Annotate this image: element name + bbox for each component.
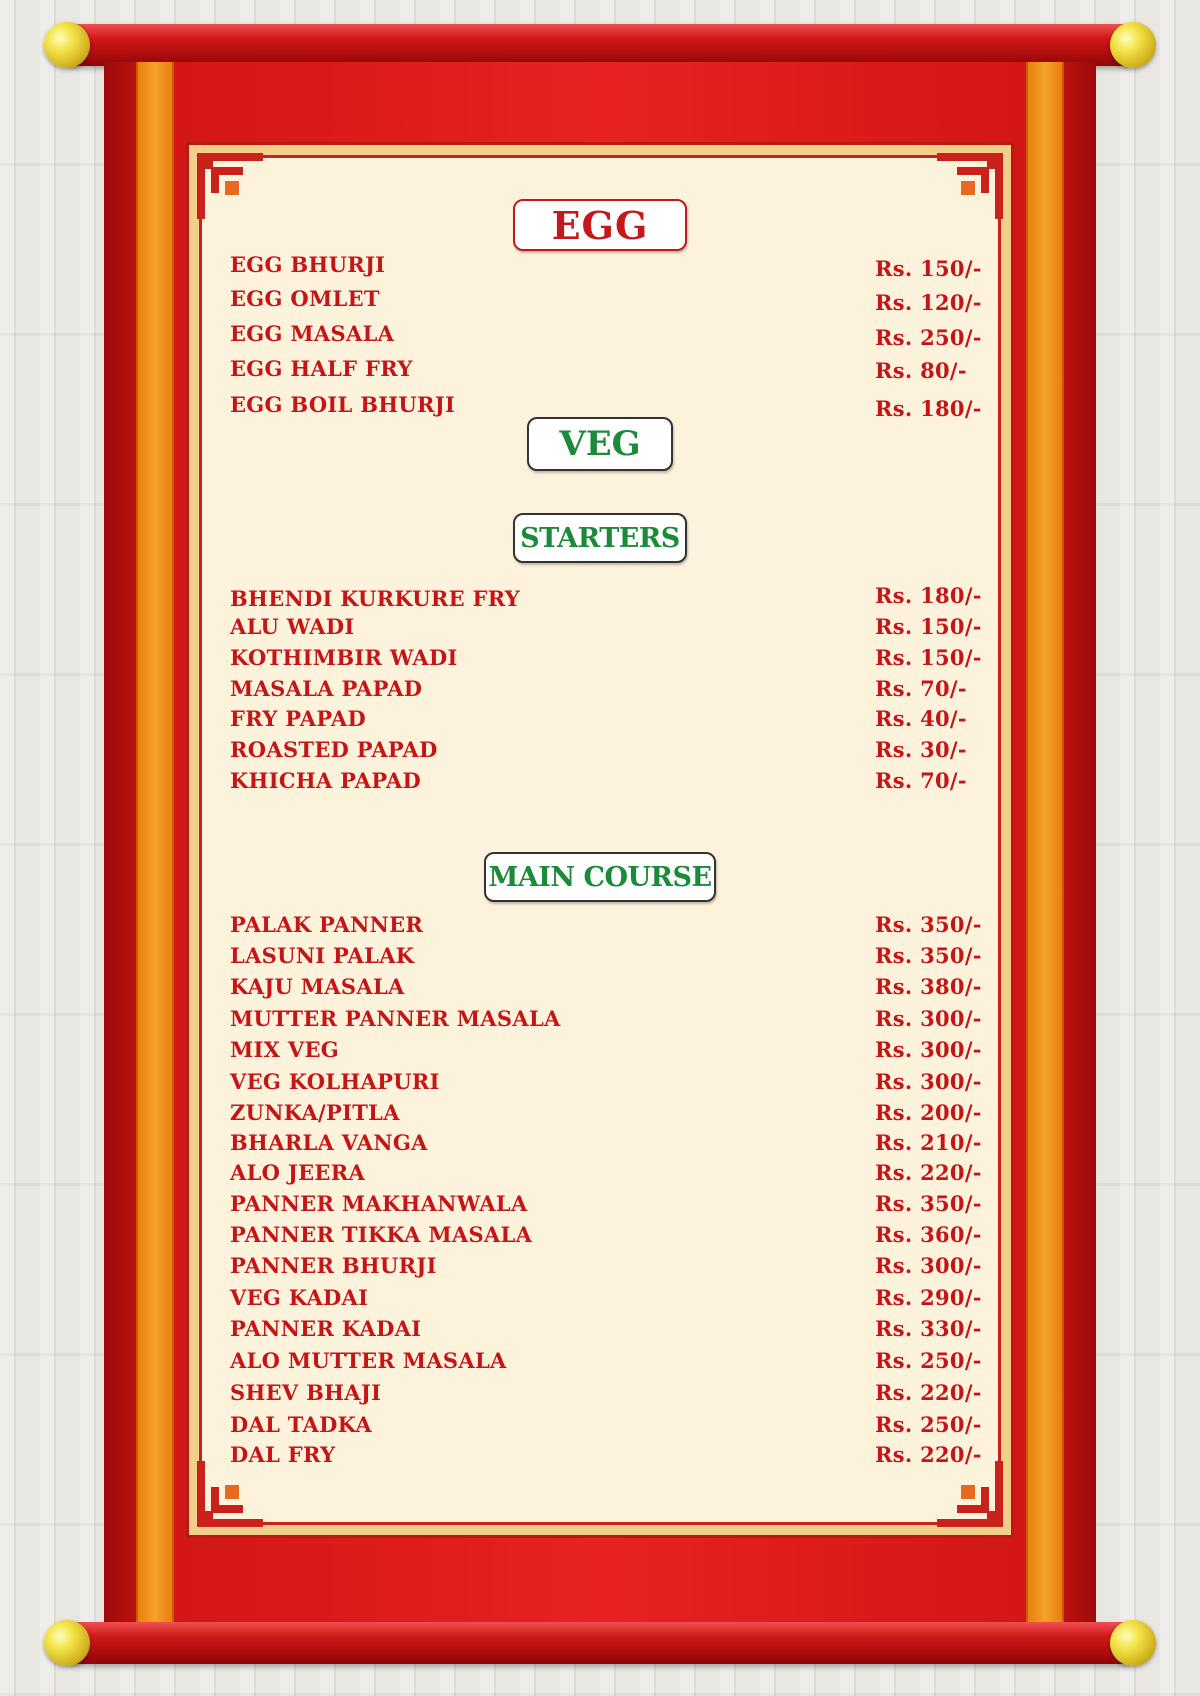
- veg-section-heading: [527, 417, 673, 471]
- menu-item-price: Rs. 300/-: [875, 1253, 982, 1278]
- scroll-border-left: [136, 62, 174, 1622]
- menu-item-price: Rs. 70/-: [875, 768, 967, 793]
- menu-item-name: ALO JEERA: [230, 1160, 366, 1185]
- menu-item-price: Rs. 350/-: [875, 943, 982, 968]
- scroll-top-rod: [70, 24, 1130, 66]
- menu-item-price: Rs. 360/-: [875, 1222, 982, 1247]
- menu-item-name: KAJU MASALA: [230, 974, 405, 999]
- corner-ornament-top-right: [927, 149, 1007, 229]
- corner-ornament-top-left: [193, 149, 273, 229]
- menu-item-price: Rs. 200/-: [875, 1100, 982, 1125]
- menu-item-name: PANNER MAKHANWALA: [230, 1191, 528, 1216]
- main-course-section-title: MAIN COURSE: [488, 861, 712, 893]
- menu-item-name: VEG KOLHAPURI: [230, 1069, 440, 1094]
- rod-knob-bottom-right: [1110, 1620, 1156, 1666]
- menu-item-price: Rs. 30/-: [875, 737, 967, 762]
- menu-item-name: PALAK PANNER: [230, 912, 424, 937]
- menu-item-price: Rs. 70/-: [875, 676, 967, 701]
- menu-item-name: ROASTED PAPAD: [230, 737, 438, 762]
- rod-knob-bottom-left: [44, 1620, 90, 1666]
- menu-item-price: Rs. 350/-: [875, 1191, 982, 1216]
- menu-item-name: DAL TADKA: [230, 1412, 372, 1437]
- menu-item-name: MASALA PAPAD: [230, 676, 423, 701]
- menu-item-price: Rs. 300/-: [875, 1006, 982, 1031]
- menu-item-name: BHARLA VANGA: [230, 1130, 428, 1155]
- menu-item-name: ALO MUTTER MASALA: [230, 1348, 507, 1373]
- menu-item-price: Rs. 120/-: [875, 290, 982, 315]
- menu-item-price: Rs. 380/-: [875, 974, 982, 999]
- starters-section-heading: [513, 513, 687, 563]
- menu-item-name: EGG BHURJI: [230, 252, 386, 277]
- menu-item-price: Rs. 290/-: [875, 1285, 982, 1310]
- menu-item-name: EGG HALF FRY: [230, 356, 413, 381]
- menu-item-price: Rs. 150/-: [875, 256, 982, 281]
- menu-item-price: Rs. 80/-: [875, 358, 967, 383]
- menu-item-name: PANNER KADAI: [230, 1316, 422, 1341]
- scroll-bottom-rod: [70, 1622, 1130, 1664]
- menu-item-name: LASUNI PALAK: [230, 943, 415, 968]
- menu-item-name: ALU WADI: [230, 614, 355, 639]
- menu-item-price: Rs. 300/-: [875, 1069, 982, 1094]
- menu-item-price: Rs. 220/-: [875, 1442, 982, 1467]
- menu-item-price: Rs. 220/-: [875, 1380, 982, 1405]
- menu-item-price: Rs. 210/-: [875, 1130, 982, 1155]
- menu-item-price: Rs. 250/-: [875, 1412, 982, 1437]
- menu-item-name: VEG KADAI: [230, 1285, 369, 1310]
- menu-item-name: EGG BOIL BHURJI: [230, 392, 456, 417]
- egg-section-heading: [513, 199, 687, 251]
- menu-item-price: Rs. 250/-: [875, 325, 982, 350]
- menu-item-name: DAL FRY: [230, 1442, 336, 1467]
- menu-item-name: MUTTER PANNER MASALA: [230, 1006, 561, 1031]
- menu-item-price: Rs. 250/-: [875, 1348, 982, 1373]
- menu-item-name: FRY PAPAD: [230, 706, 367, 731]
- menu-item-price: Rs. 300/-: [875, 1037, 982, 1062]
- menu-item-name: KOTHIMBIR WADI: [230, 645, 458, 670]
- menu-item-price: Rs. 150/-: [875, 645, 982, 670]
- menu-item-price: Rs. 180/-: [875, 583, 982, 608]
- menu-item-name: BHENDI KURKURE FRY: [230, 586, 521, 611]
- menu-item-price: Rs. 330/-: [875, 1316, 982, 1341]
- menu-item-price: Rs. 350/-: [875, 912, 982, 937]
- rod-knob-top-left: [44, 22, 90, 68]
- menu-item-price: Rs. 180/-: [875, 396, 982, 421]
- menu-item-name: EGG OMLET: [230, 286, 380, 311]
- menu-item-name: PANNER BHURJI: [230, 1253, 437, 1278]
- menu-item-name: SHEV BHAJI: [230, 1380, 382, 1405]
- menu-item-price: Rs. 40/-: [875, 706, 967, 731]
- main-course-section-heading: [484, 852, 716, 902]
- menu-item-name: ZUNKA/PITLA: [230, 1100, 400, 1125]
- menu-item-name: MIX VEG: [230, 1037, 340, 1062]
- menu-item-price: Rs. 150/-: [875, 614, 982, 639]
- menu-item-price: Rs. 220/-: [875, 1160, 982, 1185]
- menu-item-name: KHICHA PAPAD: [230, 768, 422, 793]
- scroll-border-right: [1026, 62, 1064, 1622]
- starters-section-title: STARTERS: [520, 522, 680, 554]
- menu-item-name: EGG MASALA: [230, 321, 395, 346]
- veg-section-title: VEG: [559, 424, 641, 464]
- rod-knob-top-right: [1110, 22, 1156, 68]
- menu-item-name: PANNER TIKKA MASALA: [230, 1222, 533, 1247]
- egg-section-title: EGG: [551, 202, 649, 248]
